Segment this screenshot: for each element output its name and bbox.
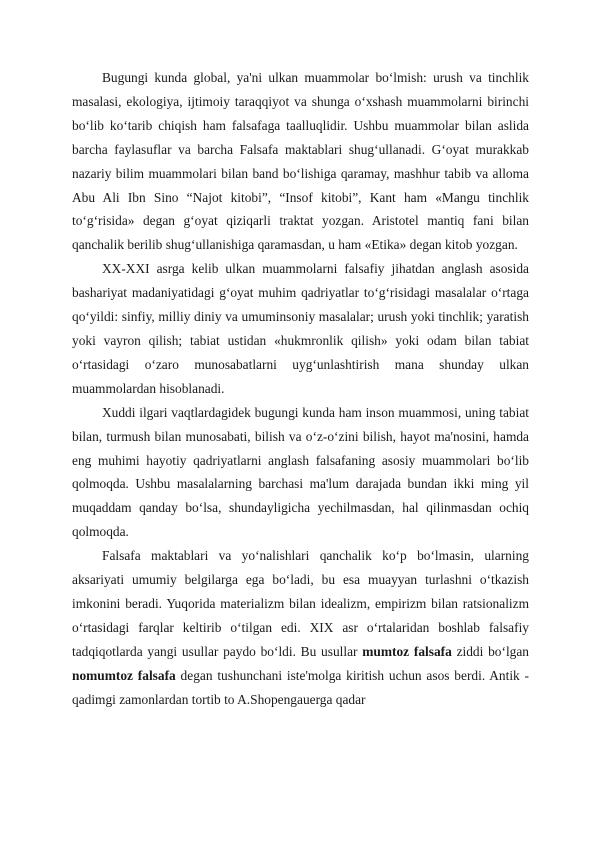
paragraph-1 bbox=[72, 66, 529, 257]
paragraph-text: ziddi bo‘lgan bbox=[451, 643, 530, 659]
bold-term-nomumtoz-falsafa: nomumtoz falsafa bbox=[72, 667, 176, 683]
paragraph-3 bbox=[72, 401, 529, 544]
paragraph-text: Falsafa maktablari va yo‘nalishlari qanchalik ko‘p bo‘lmasin, ularning aksariyati umumiy belgilarga ega bo‘ladi, bu esa muayyan turlashni o‘tkazish imkonini beradi. Yuqorida materializm bilan idealizm, empirizm bilan ratsionalizm o‘rtasidagi farqlar keltirib o‘tilgan edi. XIX asr o‘rtalaridan boshlab falsafiy tadqiqotlarda yangi usullar paydo bo‘ldi. Bu usullar bbox=[72, 548, 529, 659]
paragraph-4 bbox=[72, 544, 529, 711]
bold-term-mumtoz-falsafa: mumtoz falsafa bbox=[362, 643, 452, 659]
paragraph-text: Bugungi kunda global, ya'ni ulkan muammolar bo‘lmish: urush va tinchlik masalasi, ekologiya, ijtimoiy taraqqiyot va shunga o‘xshash muammolarni birinchi bo‘lib ko‘tarib chiqish ham falsafaga taalluqlidir. Ushbu muammolar bilan aslida barcha faylasuflar va barcha Falsafa maktablari shug‘ullanadi. G‘oyat murakkab nazariy bilim muammolari bilan band bo‘lishiga qaramay, mashhur tabib va alloma Abu Ali Ibn Sino “Najot kitobi”, “Insof kitobi”, Kant ham «Mangu tinchlik to‘g‘risida» degan g‘oyat qiziqarli traktat yozgan. Aristotel mantiq fani bilan qanchalik berilib shug‘ullanishiga qaramasdan, u ham «Etika» degan kitob yozgan. bbox=[72, 70, 529, 253]
paragraph-text: Xuddi ilgari vaqtlardagidek bugungi kunda ham inson muammosi, uning tabiat bilan, turmush bilan munosabati, bilish va o‘z-o‘zini bilish, hayot ma'nosini, hamda eng muhimi hayotiy qadriyatlarni anglash falsafaning asosiy muammolari bo‘lib qolmoqda. Ushbu masalalarning barchasi ma'lum darajada bundan ikki ming yil muqaddam qanday bo‘lsa, shundayligicha yechilmasdan, hal qilinmasdan ochiq qolmoqda. bbox=[72, 404, 529, 540]
paragraph-text: XX-XXI asrga kelib ulkan muammolarni falsafiy jihatdan anglash asosida bashariyat madaniyatidagi g‘oyat muhim qadriyatlar to‘g‘risidagi masalalar o‘rtaga qo‘yildi: sinfiy, milliy diniy va umuminsoniy masalalar; urush yoki tinchlik; yaratish yoki vayron qilish; tabiat ustidan «hukmronlik qilish» yoki odam bilan tabiat o‘rtasidagi o‘zaro munosabatlarni uyg‘unlashtirish mana shunday ulkan muammolardan hisoblanadi. bbox=[72, 261, 529, 396]
document-page bbox=[72, 66, 529, 711]
paragraph-2 bbox=[72, 257, 529, 400]
paragraph-text: degan tushunchani iste'molga kiritish uchun asos berdi. Antik - qadimgi zamonlardan tortib to A.Shopengauerga qadar bbox=[72, 667, 529, 707]
